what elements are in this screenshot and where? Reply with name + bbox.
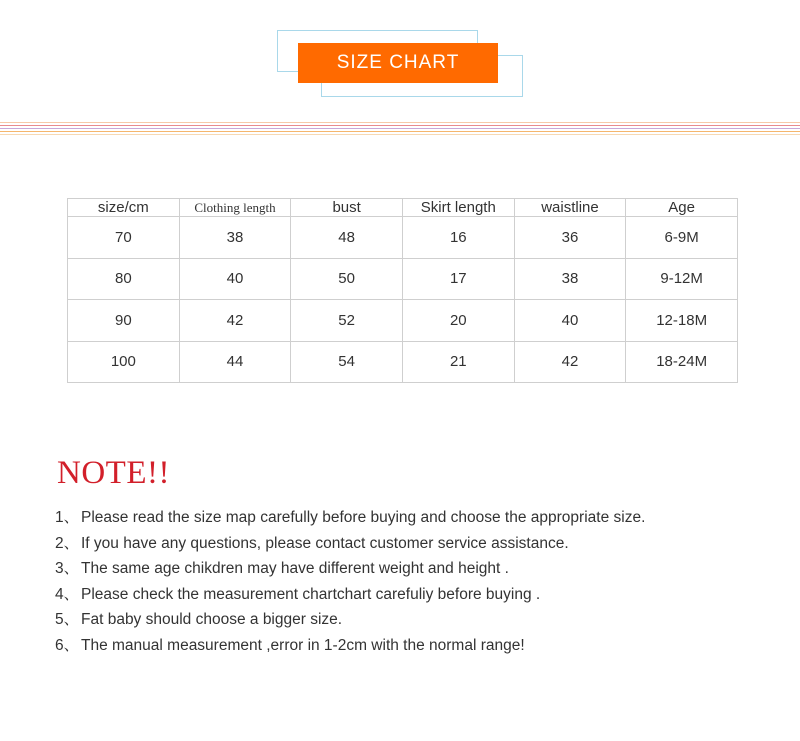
note-item <box>55 584 775 610</box>
table-cell: 40 <box>179 258 291 300</box>
note-number: 4、 <box>55 585 80 603</box>
decorative-stripes <box>0 122 800 136</box>
table-cell: 38 <box>179 217 291 259</box>
table-row <box>68 217 738 259</box>
stripe <box>0 125 800 126</box>
note-list <box>55 507 775 661</box>
table-cell: 12-18M <box>626 300 738 342</box>
table-cell: 16 <box>402 217 514 259</box>
header-age: Age <box>626 199 738 217</box>
note-item <box>55 533 775 559</box>
table-cell: 21 <box>402 341 514 383</box>
note-item <box>55 635 775 661</box>
table-cell: 44 <box>179 341 291 383</box>
note-text: Please check the measurement chartchart carefuliy before buying . <box>81 585 541 603</box>
header-skirt-length: Skirt length <box>402 199 514 217</box>
stripe <box>0 134 800 135</box>
note-item <box>55 609 775 635</box>
table-cell: 52 <box>291 300 403 342</box>
note-text: The manual measurement ,error in 1-2cm with the normal range! <box>81 636 525 654</box>
header-clothing-length: Clothing length <box>179 199 291 217</box>
table-row <box>68 341 738 383</box>
table-cell: 36 <box>514 217 626 259</box>
table-cell: 70 <box>68 217 180 259</box>
table-cell: 9-12M <box>626 258 738 300</box>
table-cell: 50 <box>291 258 403 300</box>
size-table <box>67 198 738 383</box>
table-cell: 48 <box>291 217 403 259</box>
note-title: NOTE!! <box>57 455 170 491</box>
table-cell: 100 <box>68 341 180 383</box>
note-text: Fat baby should choose a bigger size. <box>81 611 343 629</box>
header-bust: bust <box>291 199 403 217</box>
table-header-row <box>68 199 738 217</box>
table-cell: 80 <box>68 258 180 300</box>
table-cell: 38 <box>514 258 626 300</box>
table-row <box>68 300 738 342</box>
table-cell: 17 <box>402 258 514 300</box>
header-size: size/cm <box>68 199 180 217</box>
table-cell: 20 <box>402 300 514 342</box>
note-number: 3、 <box>55 560 80 578</box>
table-cell: 6-9M <box>626 217 738 259</box>
stripe <box>0 122 800 123</box>
table-row <box>68 258 738 300</box>
size-chart-title: SIZE CHART <box>298 43 498 83</box>
header <box>0 0 800 110</box>
table-cell: 18-24M <box>626 341 738 383</box>
table-cell: 42 <box>514 341 626 383</box>
table-cell: 42 <box>179 300 291 342</box>
note-text: Please read the size map carefully before buying and choose the appropriate size. <box>81 509 646 526</box>
header-waistline: waistline <box>514 199 626 217</box>
note-number: 1、 <box>55 509 80 526</box>
note-number: 2、 <box>55 534 80 552</box>
note-item <box>55 507 775 533</box>
note-item <box>55 558 775 584</box>
table-cell: 40 <box>514 300 626 342</box>
stripe <box>0 131 800 132</box>
note-text: If you have any questions, please contact customer service assistance. <box>81 534 569 552</box>
note-number: 6、 <box>55 636 80 654</box>
note-number: 5、 <box>55 611 80 629</box>
table-cell: 90 <box>68 300 180 342</box>
stripe <box>0 128 800 129</box>
note-text: The same age chikdren may have different weight and height . <box>81 560 509 578</box>
table-cell: 54 <box>291 341 403 383</box>
